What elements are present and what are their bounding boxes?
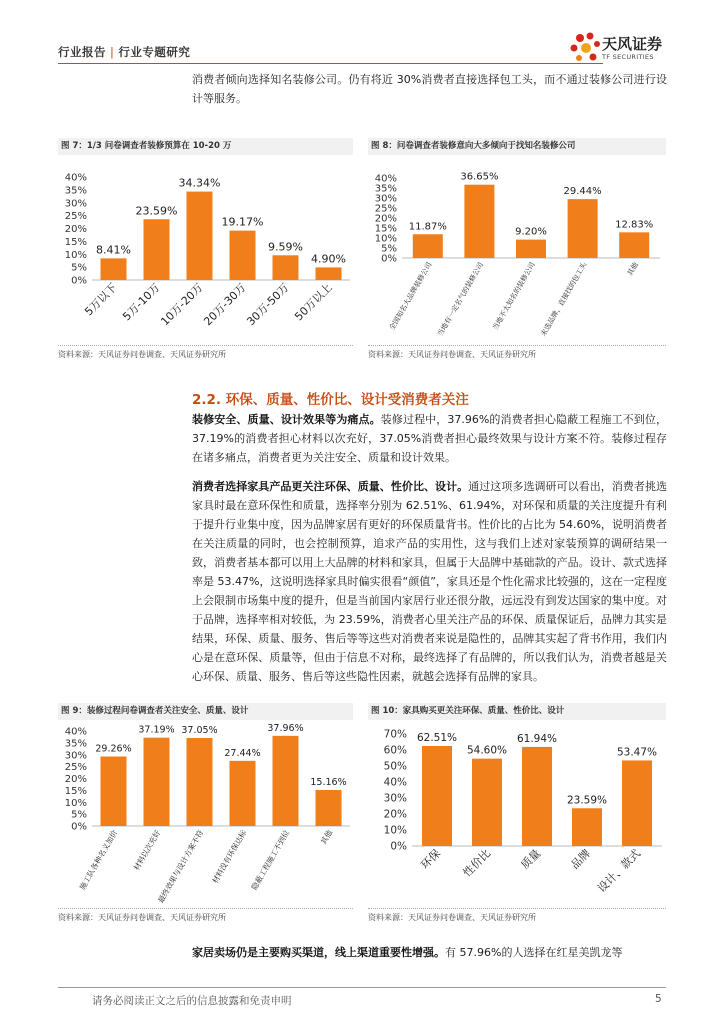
chart-furniture-concerns bbox=[368, 724, 668, 906]
category-label: 环保 bbox=[418, 846, 444, 872]
y-tick-label: 10% bbox=[64, 249, 87, 261]
y-tick-label: 0% bbox=[381, 253, 397, 265]
y-tick-label: 35% bbox=[374, 183, 397, 195]
bar bbox=[273, 736, 299, 826]
paragraph-furniture bbox=[192, 477, 667, 686]
figure-10-title bbox=[368, 703, 666, 720]
bar-value-label: 61.94% bbox=[516, 732, 558, 745]
bar-value-label: 9.20% bbox=[515, 226, 547, 238]
figure-8-rule bbox=[368, 345, 666, 346]
bar bbox=[619, 232, 649, 258]
category-label: 未选品牌，直接找的包工头 bbox=[539, 261, 589, 338]
figure-8-source: 资料来源：天风证券问卷调查、天风证券研究所 bbox=[368, 350, 536, 359]
category-label: 20万-30万 bbox=[201, 280, 249, 329]
bar bbox=[187, 738, 213, 826]
brand-name: 天风证券 bbox=[602, 35, 663, 53]
category-label: 设计、款式 bbox=[595, 846, 644, 896]
figure-10-source: 资料来源：天风证券问卷调查、天风证券研究所 bbox=[368, 913, 536, 922]
bar bbox=[572, 808, 602, 846]
y-tick-label: 20% bbox=[383, 808, 407, 821]
bar bbox=[273, 255, 299, 280]
paragraph-pain-points-lead: 装修安全、质量、设计效果等为痛点。 bbox=[192, 413, 381, 426]
category-label: 施工队各种名义加价 bbox=[77, 828, 120, 892]
figure-7-source: 资料来源：天风证券问卷调查、天风证券研究所 bbox=[58, 350, 226, 359]
category-label: 最终效果与设计方案不符 bbox=[156, 828, 206, 905]
bar bbox=[187, 192, 213, 280]
figure-9-caption: 装修过程问卷调查者关注安全、质量、设计 bbox=[86, 706, 249, 716]
y-tick-label: 0% bbox=[71, 275, 87, 287]
category-label: 材料以次充好 bbox=[131, 828, 163, 872]
y-tick-label: 15% bbox=[64, 785, 87, 797]
bar-value-label: 37.05% bbox=[181, 725, 218, 737]
chart-decoration-concerns bbox=[58, 724, 358, 906]
y-tick-label: 40% bbox=[64, 172, 87, 184]
y-tick-label: 10% bbox=[64, 797, 87, 809]
category-label: 品牌 bbox=[568, 846, 594, 872]
y-tick-label: 35% bbox=[64, 185, 87, 197]
figure-8-label: 图 8： bbox=[371, 141, 397, 151]
y-tick-label: 0% bbox=[390, 840, 407, 853]
bar-value-label: 12.83% bbox=[615, 219, 654, 231]
paragraph-channels bbox=[192, 943, 667, 962]
bar-value-label: 29.44% bbox=[563, 186, 602, 198]
bar-value-label: 23.59% bbox=[566, 794, 608, 807]
bar bbox=[522, 747, 552, 846]
bar-value-label: 4.90% bbox=[311, 252, 346, 266]
bar-value-label: 23.59% bbox=[135, 204, 178, 218]
y-tick-label: 20% bbox=[64, 224, 87, 235]
bar-value-label: 8.41% bbox=[96, 243, 131, 257]
figure-10-rule bbox=[368, 908, 666, 909]
category-label: 全国知名大品牌装修公司 bbox=[388, 261, 434, 332]
y-tick-label: 25% bbox=[374, 203, 397, 215]
category-label: 材料没有环保达标 bbox=[210, 828, 249, 885]
bar bbox=[101, 757, 127, 826]
y-tick-label: 70% bbox=[383, 728, 407, 741]
y-tick-label: 35% bbox=[64, 738, 87, 750]
y-tick-label: 50% bbox=[383, 760, 407, 773]
bar-value-label: 54.60% bbox=[466, 744, 508, 757]
category-label: 隐蔽工程施工不到位 bbox=[249, 828, 292, 892]
y-tick-label: 20% bbox=[64, 774, 87, 785]
figure-9-title bbox=[58, 703, 353, 720]
bar bbox=[568, 199, 598, 258]
bar-value-label: 34.34% bbox=[178, 176, 221, 190]
header-separator: | bbox=[110, 45, 115, 59]
figure-10-caption: 家具购买更关注环保、质量、性价比、设计 bbox=[402, 706, 565, 716]
brand-subname: TF SECURITIES bbox=[602, 53, 654, 61]
chart-budget bbox=[58, 160, 358, 342]
y-tick-label: 40% bbox=[374, 173, 397, 185]
category-label: 当地不太知名的装修公司 bbox=[491, 261, 537, 332]
bar-value-label: 36.65% bbox=[460, 171, 499, 183]
header-divider bbox=[58, 63, 603, 64]
y-tick-label: 40% bbox=[64, 726, 87, 738]
y-tick-label: 30% bbox=[383, 792, 407, 805]
category-label: 质量 bbox=[518, 846, 544, 872]
figure-9-rule bbox=[58, 908, 353, 909]
figure-10-label: 图 10： bbox=[371, 706, 403, 716]
y-tick-label: 40% bbox=[383, 776, 407, 789]
category-label: 当地有一定名气的装修公司 bbox=[436, 261, 486, 338]
section-title: 2.2. 环保、质量、性价比、设计受消费者关注 bbox=[192, 392, 469, 408]
footer-disclaimer: 请务必阅读正文之后的信息披露和免责申明 bbox=[92, 995, 292, 1007]
figure-7-rule bbox=[58, 345, 353, 346]
figure-7-caption: 1/3 问卷调查者装修预算在 10-20 万 bbox=[86, 141, 232, 151]
bar bbox=[413, 234, 443, 258]
y-tick-label: 30% bbox=[64, 198, 87, 210]
y-tick-label: 0% bbox=[71, 821, 87, 833]
paragraph-channels-body: 有 57.96%的人选择在红星美凯龙等 bbox=[445, 946, 623, 959]
report-header bbox=[58, 44, 190, 60]
category-label: 30万-50万 bbox=[244, 280, 292, 329]
bar bbox=[516, 240, 546, 258]
y-tick-label: 15% bbox=[374, 223, 397, 235]
bar-value-label: 62.51% bbox=[416, 731, 458, 744]
bar-value-label: 11.87% bbox=[408, 221, 447, 233]
y-tick-label: 5% bbox=[381, 243, 397, 255]
bar bbox=[316, 267, 342, 280]
figure-9-source: 资料来源：天风证券问卷调查、天风证券研究所 bbox=[58, 913, 226, 922]
y-tick-label: 30% bbox=[374, 193, 397, 205]
y-tick-label: 5% bbox=[71, 809, 87, 821]
bar-value-label: 53.47% bbox=[616, 746, 658, 759]
figure-7-label: 图 7： bbox=[61, 141, 87, 151]
y-tick-label: 25% bbox=[64, 211, 87, 223]
bar-value-label: 37.19% bbox=[138, 724, 175, 736]
y-tick-label: 30% bbox=[64, 750, 87, 762]
bar bbox=[622, 760, 652, 846]
bar bbox=[422, 746, 452, 846]
category-label: 其他 bbox=[626, 261, 640, 278]
category-label: 5万以下 bbox=[82, 280, 120, 319]
y-tick-label: 20% bbox=[374, 213, 397, 225]
chart-company-choice bbox=[368, 160, 668, 342]
paragraph-furniture-body: 通过这项多选调研可以看出，消费者挑选家具时最在意环保性和质量，选择率分别为 62.51%、61.94%，对环保和质量的关注度提升有利于提升行业集中度，因为品牌家居有更好的环保质量背书。性价比的占比为 54.60%，说明消费者在关注质量的同时，也会控制预算，追求产品的实用性，这与我们上述对家装预算的调研结果一致，消费者基本都可以用上大品牌的材料和家具，但属于大品牌中基础款的产品。设计、款式选择率是 53.47%，这说明选择家具时偏实很看“颜值”，家具还是个性化需求比较强的，这在一定程度上会限制市场集中度的提升，但是当前国内家居行业还很分散，远远没有到发达国家的集中度。对于品牌，选择率相对较低，为 23.59%，消费者心里关注产品的环保、质量保证后，品牌力其实是结果，环保、质量、服务、售后等等这些对消费者来说是隐性的，品牌其实起了背书作用，我们内心是在意环保、质量等，但由于信息不对称，最终选择了有品牌的，所以我们认为，消费者越是关心环保、质量、服务、售后等这些隐性因素，就越会选择有品牌的家具。 bbox=[192, 480, 668, 683]
bar-value-label: 19.17% bbox=[221, 215, 264, 229]
paragraph-pain-points bbox=[192, 410, 667, 467]
bar-value-label: 15.16% bbox=[310, 776, 347, 788]
report-category: 行业报告 bbox=[58, 45, 106, 59]
bar bbox=[464, 185, 494, 258]
bar bbox=[230, 231, 256, 280]
bar bbox=[230, 761, 256, 826]
figure-8-title bbox=[368, 138, 666, 155]
page-number: 5 bbox=[655, 993, 662, 1005]
paragraph-pain-points-body: 装修过程中，37.96%的消费者担心隐蔽工程施工不到位，37.19%的消费者担心材料以次充好，37.05%消费者担心最终效果与设计方案不符。装修过程存在诸多痛点，消费者更为关注安全、质量和设计效果。 bbox=[192, 413, 667, 464]
category-label: 10万-20万 bbox=[158, 280, 206, 329]
footer-divider bbox=[58, 987, 666, 988]
y-tick-label: 15% bbox=[64, 236, 87, 248]
y-tick-label: 60% bbox=[383, 744, 407, 757]
intro-paragraph: 消费者倾向选择知名装修公司。仍有将近 30%消费者直接选择包工头，而不通过装修公司进行设计等服务。 bbox=[192, 73, 667, 105]
figure-7-title bbox=[58, 138, 353, 155]
bar bbox=[144, 738, 170, 826]
bar-value-label: 9.59% bbox=[268, 240, 303, 254]
bar bbox=[472, 759, 502, 846]
bar-value-label: 27.44% bbox=[224, 747, 261, 759]
category-label: 其他 bbox=[318, 828, 335, 846]
y-tick-label: 5% bbox=[71, 262, 87, 274]
bar bbox=[316, 790, 342, 826]
paragraph-furniture-lead: 消费者选择家具产品更关注环保、质量、性价比、设计。 bbox=[192, 480, 469, 493]
figure-8-caption: 问卷调查者装修意向大多倾向于找知名装修公司 bbox=[396, 141, 576, 151]
report-subcategory: 行业专题研究 bbox=[118, 45, 191, 59]
bar bbox=[144, 219, 170, 280]
category-label: 性价比 bbox=[460, 846, 494, 880]
figure-9-label: 图 9： bbox=[61, 706, 87, 716]
paragraph-channels-lead: 家居卖场仍是主要购买渠道，线上渠道重要性增强。 bbox=[192, 946, 445, 959]
category-label: 50万以上 bbox=[292, 280, 335, 324]
bar-value-label: 29.26% bbox=[95, 743, 132, 755]
bar-value-label: 37.96% bbox=[267, 724, 304, 734]
y-tick-label: 10% bbox=[374, 233, 397, 245]
bar bbox=[101, 258, 127, 280]
y-tick-label: 25% bbox=[64, 762, 87, 774]
category-label: 5万-10万 bbox=[120, 280, 163, 324]
y-tick-label: 10% bbox=[383, 824, 407, 837]
